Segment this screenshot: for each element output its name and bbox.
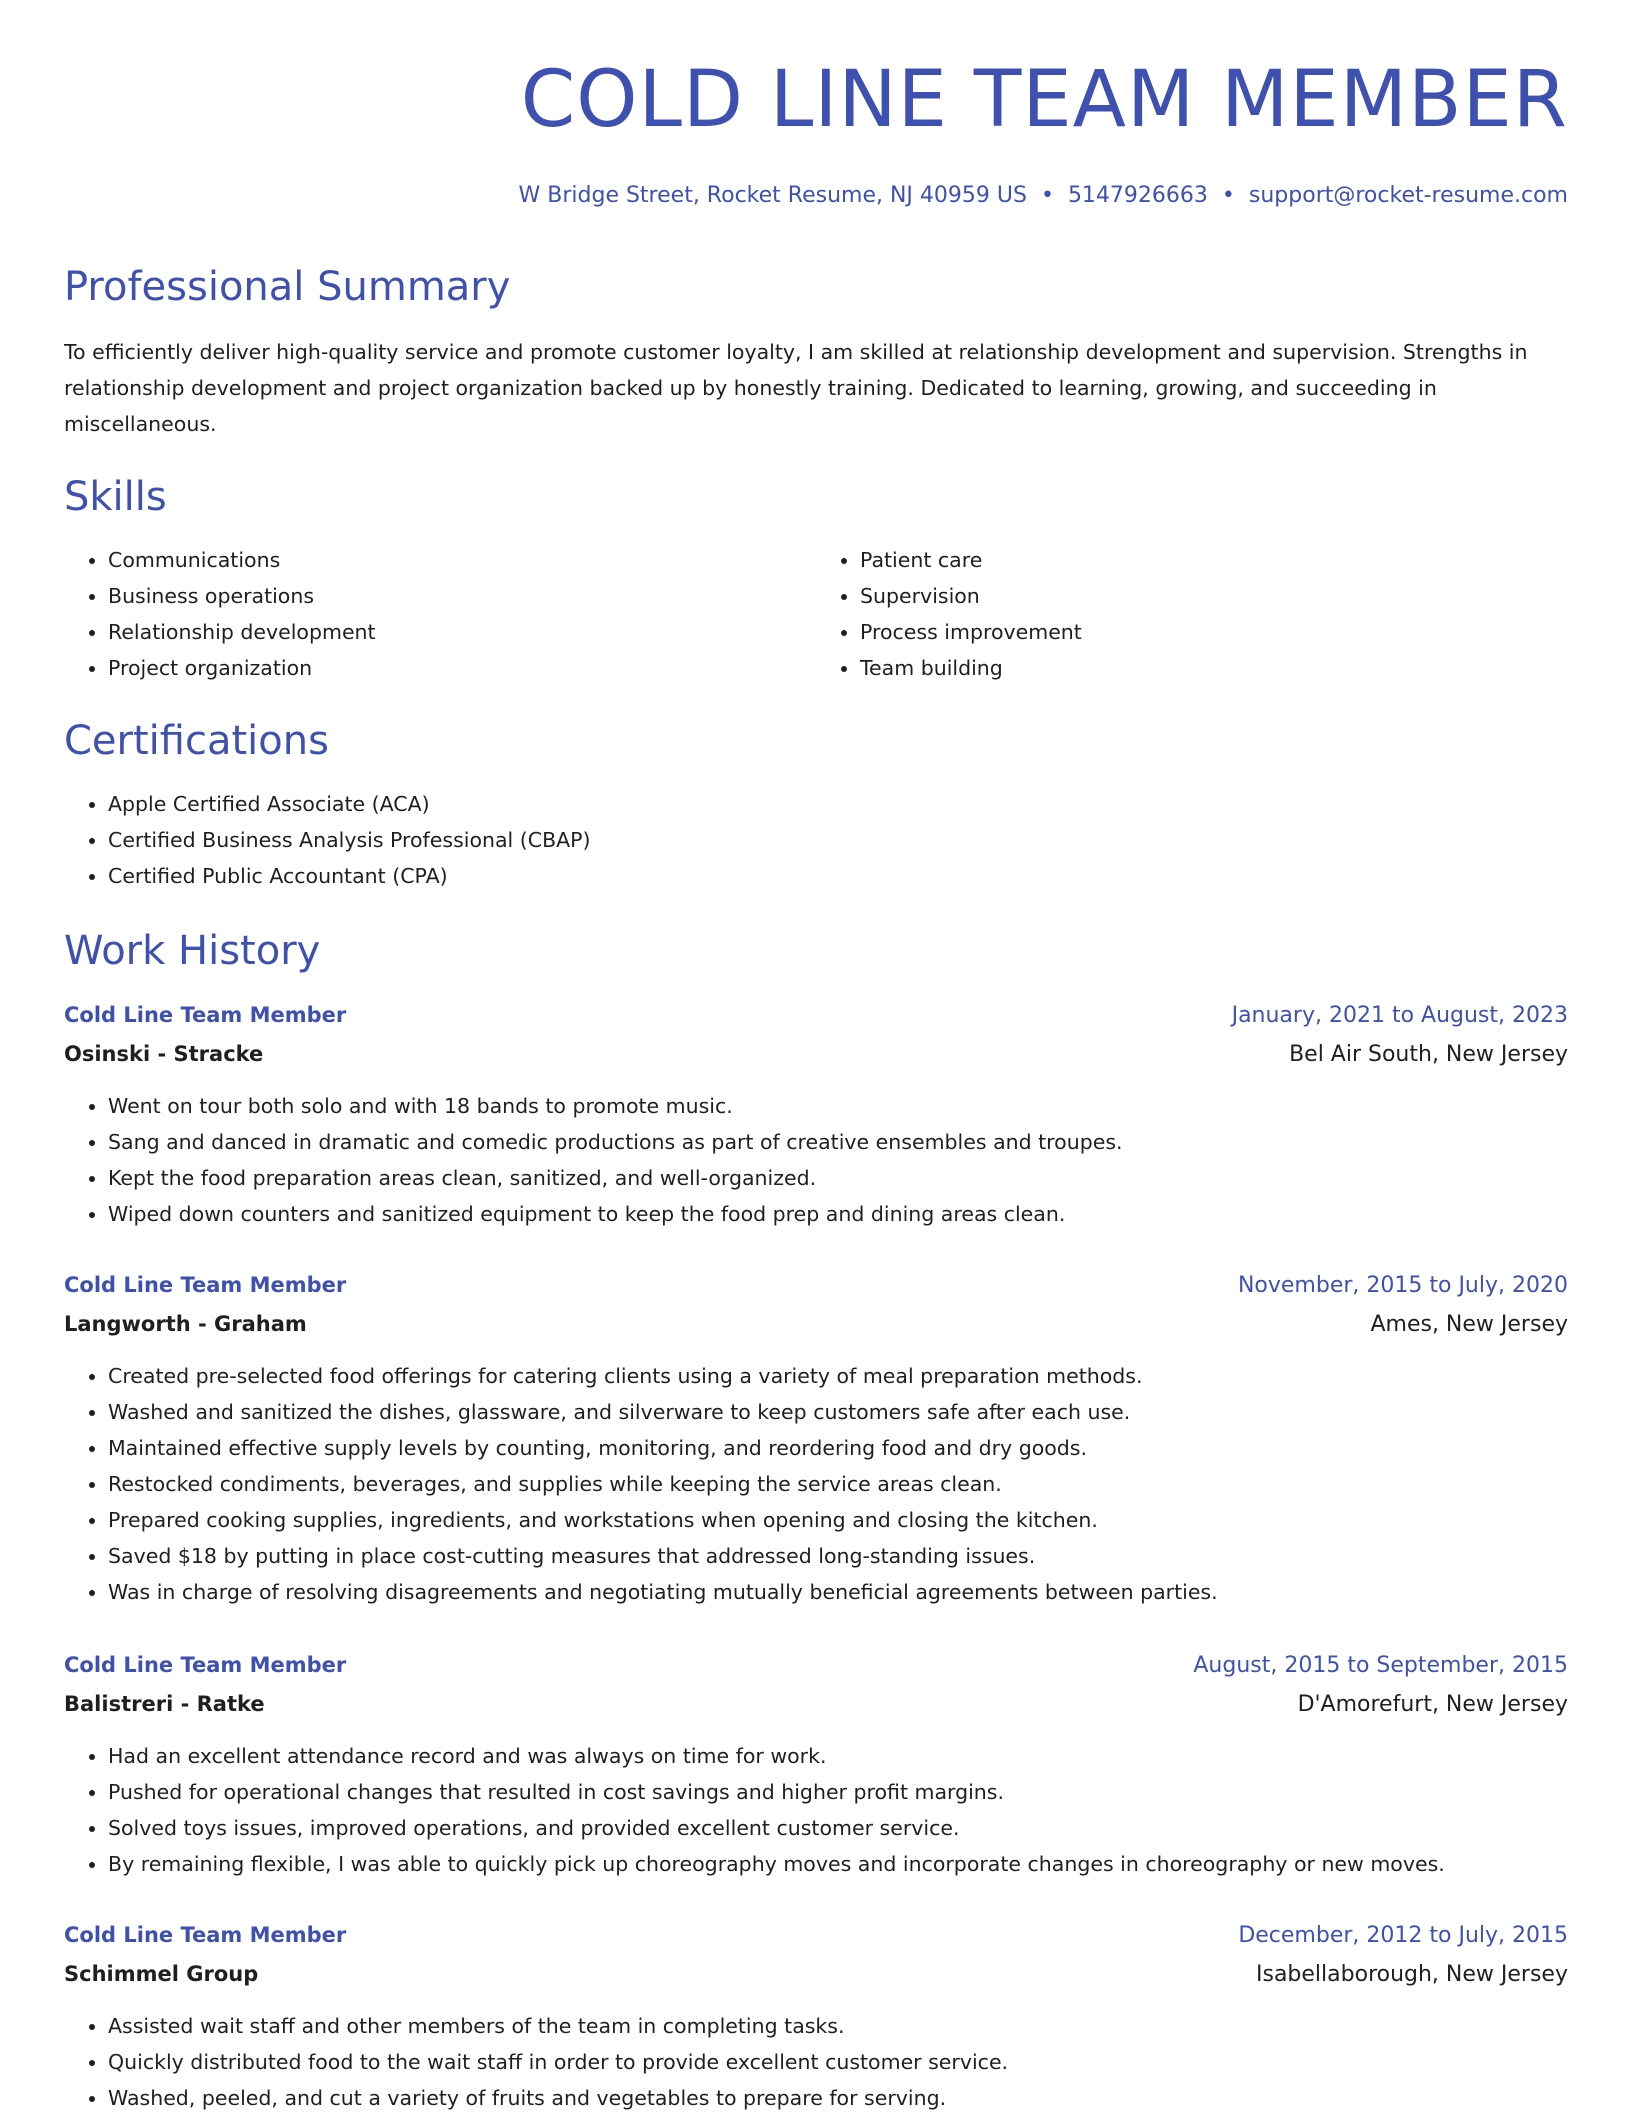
job-dates: November, 2015 to July, 2020 [1237, 1273, 1568, 1298]
list-item: • Washed, peeled, and cut a variety of fruits and vegetables to prepare for serving. [108, 2080, 1568, 2116]
address: W Bridge Street, Rocket Resume, NJ 40959 US [518, 183, 1027, 208]
section-heading-skills: Skills [64, 474, 167, 520]
certification-item: • Apple Certified Associate (ACA) [108, 786, 1612, 822]
list-item: • Went on tour both solo and with 18 bands to promote music. [108, 1088, 1568, 1124]
list-item: • Kept the food preparation areas clean, sanitized, and well-organized. [108, 1160, 1568, 1196]
list-item: • Pushed for operational changes that resulted in cost savings and higher profit margins. [108, 1774, 1568, 1810]
skill-item: • Communications [108, 542, 816, 578]
list-item: • Created pre-selected food offerings for catering clients using a variety of meal preparation methods. [108, 1358, 1568, 1394]
list-item: • Wiped down counters and sanitized equipment to keep the food prep and dining areas clean. [108, 1196, 1568, 1232]
list-item: • Sang and danced in dramatic and comedic productions as part of creative ensembles and troupes. [108, 1124, 1568, 1160]
skills-columns [64, 542, 1568, 686]
list-item: • By remaining flexible, I was able to quickly pick up choreography moves and incorporate changes in choreography or new moves. [108, 1846, 1568, 1882]
job-entry [64, 996, 1568, 1232]
job-bullets [64, 1088, 1568, 1232]
section-heading-work-history: Work History [64, 928, 321, 974]
certification-item: • Certified Business Analysis Professional (CBAP) [108, 822, 1612, 858]
skill-item: • Patient care [860, 542, 1568, 578]
skill-item: • Supervision [860, 578, 1568, 614]
job-company: Balistreri - Ratke [64, 1692, 265, 1716]
job-bullets [64, 1738, 1568, 1882]
job-company: Osinski - Stracke [64, 1042, 264, 1066]
list-item: • Washed and sanitized the dishes, glassware, and silverware to keep customers safe after each use. [108, 1394, 1568, 1430]
contact-line [64, 180, 1568, 212]
job-company: Schimmel Group [64, 1962, 259, 1986]
job-bullets [64, 1358, 1568, 1610]
list-item: • Assisted wait staff and other members of the team in completing tasks. [108, 2008, 1568, 2044]
skills-list-right [816, 542, 1568, 686]
list-item: • Saved $18 by putting in place cost-cutting measures that addressed long-standing issues. [108, 1538, 1568, 1574]
skill-item: • Project organization [108, 650, 816, 686]
list-item: • Prepared cooking supplies, ingredients, and workstations when opening and closing the kitchen. [108, 1502, 1568, 1538]
job-title: Cold Line Team Member [64, 1003, 347, 1027]
job-dates: December, 2012 to July, 2015 [1238, 1923, 1568, 1948]
job-entry [64, 1266, 1568, 1610]
summary-text: To efficiently deliver high-quality service and promote customer loyalty, I am skilled at relationship development and supervision. Strengths in relationship development and project organization backed up by honestly training. Dedicated to learning, growing, and succeeding in miscellaneous. [64, 340, 1528, 436]
job-entry [64, 1916, 1568, 2116]
job-location: Ames, New Jersey [1370, 1312, 1568, 1337]
email-link[interactable]: support@rocket-resume.com [1248, 183, 1568, 208]
job-dates: January, 2021 to August, 2023 [1231, 1003, 1568, 1028]
certification-item: • Certified Public Accountant (CPA) [108, 858, 1612, 894]
skill-item: • Process improvement [860, 614, 1568, 650]
skill-item: • Team building [860, 650, 1568, 686]
list-item: • Solved toys issues, improved operations, and provided excellent customer service. [108, 1810, 1568, 1846]
skill-item: • Relationship development [108, 614, 816, 650]
skills-list-left [64, 542, 816, 686]
page-title: COLD LINE TEAM MEMBER [520, 55, 1568, 145]
list-item: • Quickly distributed food to the wait staff in order to provide excellent customer service. [108, 2044, 1568, 2080]
separator: • [1040, 183, 1054, 208]
list-item: • Maintained effective supply levels by counting, monitoring, and reordering food and dry goods. [108, 1430, 1568, 1466]
job-title: Cold Line Team Member [64, 1273, 347, 1297]
list-item: • Had an excellent attendance record and was always on time for work. [108, 1738, 1568, 1774]
job-company: Langworth - Graham [64, 1312, 307, 1336]
job-location: Bel Air South, New Jersey [1289, 1042, 1568, 1067]
skill-item: • Business operations [108, 578, 816, 614]
list-item: • Restocked condiments, beverages, and supplies while keeping the service areas clean. [108, 1466, 1568, 1502]
job-entry [64, 1646, 1568, 1882]
certifications-list [64, 786, 1612, 894]
resume-page [64, 0, 1568, 2110]
job-location: Isabellaborough, New Jersey [1256, 1962, 1568, 1987]
section-heading-summary: Professional Summary [64, 264, 511, 310]
separator: • [1221, 183, 1235, 208]
list-item: • Was in charge of resolving disagreements and negotiating mutually beneficial agreements between parties. [108, 1574, 1568, 1610]
job-bullets [64, 2008, 1568, 2116]
phone: 5147926663 [1067, 183, 1208, 208]
job-title: Cold Line Team Member [64, 1923, 347, 1947]
job-title: Cold Line Team Member [64, 1653, 347, 1677]
section-heading-certifications: Certifications [64, 718, 329, 764]
job-dates: August, 2015 to September, 2015 [1193, 1653, 1568, 1678]
job-location: D'Amorefurt, New Jersey [1297, 1692, 1568, 1717]
